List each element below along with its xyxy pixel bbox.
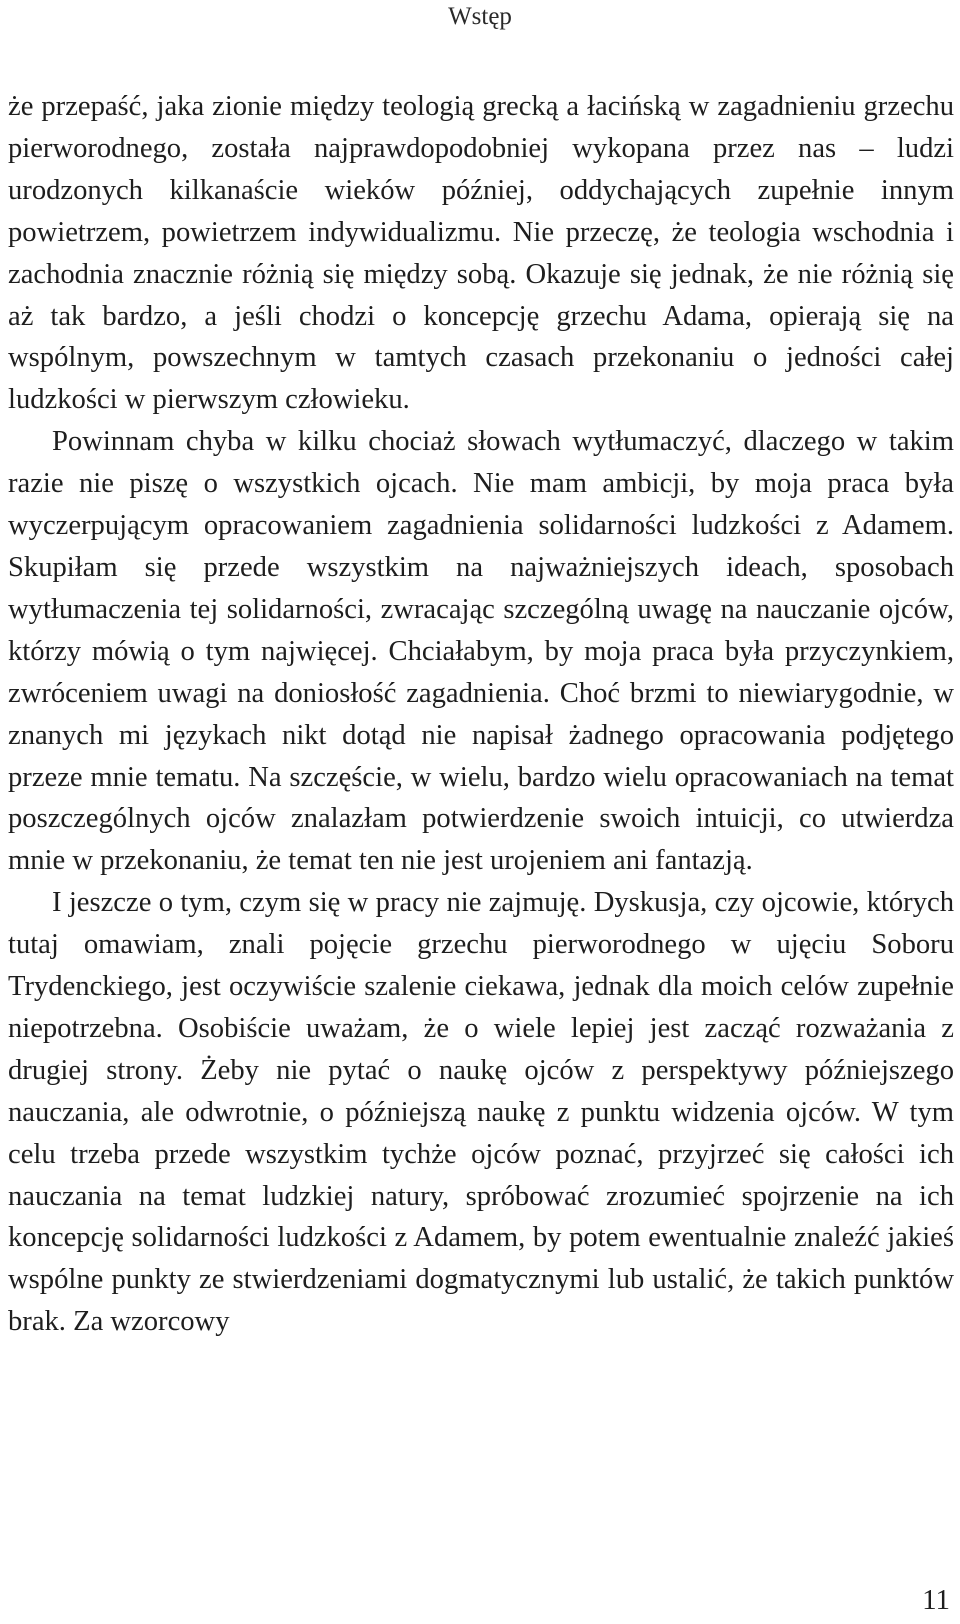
paragraph: Powinnam chyba w kilku chociaż słowach wytłumaczyć, dlaczego w takim razie nie piszę o wszystkich ojcach. Nie mam ambicji, by moja praca była wyczerpującym opracowaniem zagadnienia solidarności ludzkości z Adamem. Skupiłam się przede wszystkim na najważniejszych ideach, sposobach wytłumaczenia tej solidarności, zwracając szczególną uwagę na nauczanie ojców, którzy mówią o tym najwięcej. Chciałabym, by moja praca była przyczynkiem, zwróceniem uwagi na doniosłość zagadnienia. Choć brzmi to niewiarygodnie, w znanych mi językach nikt dotąd nie napisał żadnego opracowania podjętego przeze mnie tematu. Na szczęście, w wielu, bardzo wielu opracowaniach na temat poszczególnych ojców znalazłam potwierdzenie swoich intuicji, co utwierdza mnie w przekonaniu, że temat ten nie jest urojeniem ani fantazją.: [8, 426, 954, 877]
running-head: Wstęp: [448, 3, 512, 30]
paragraph: że przepaść, jaka zionie między teologią grecką a łacińską w zagadnieniu grzechu pierworodnego, została najprawdopodobniej wykopana przez nas – ludzi urodzonych kilkanaście wieków później, oddychających zupełnie innym powietrzem, powietrzem indywidualizmu. Nie przeczę, że teologia wschodnia i zachodnia znacznie różnią się między sobą. Okazuje się jednak, że nie różnią się aż tak bardzo, a jeśli chodzi o koncepcję grzechu Adama, opierają się na wspólnym, powszechnym w tamtych czasach przekonaniu o jedności całej ludzkości w pierwszym człowieku.: [8, 91, 954, 416]
body-text: [8, 86, 954, 1343]
paragraph: I jeszcze o tym, czym się w pracy nie zajmuję. Dyskusja, czy ojcowie, których tutaj omawiam, znali pojęcie grzechu pierworodnego w ujęciu Soboru Trydenckiego, jest oczywiście szalenie ciekawa, jednak dla moich celów zupełnie niepotrzebna. Osobiście uważam, że o wiele lepiej jest zacząć rozważania z drugiej strony. Żeby nie pytać o naukę ojców z perspektywy późniejszego nauczania, ale odwrotnie, o późniejszą naukę z punktu widzenia ojców. W tym celu trzeba przede wszystkim tychże ojców poznać, przyjrzeć się całości ich nauczania na temat ludzkiej natury, spróbować zrozumieć spojrzenie na ich koncepcję solidarności ludzkości z Adamem, by potem ewentualnie znaleźć jakieś wspólne punkty ze stwierdzeniami dogmatycznymi lub ustalić, że takich punktów brak. Za wzorcowy: [8, 887, 954, 1338]
page-number: 11: [922, 1584, 950, 1616]
